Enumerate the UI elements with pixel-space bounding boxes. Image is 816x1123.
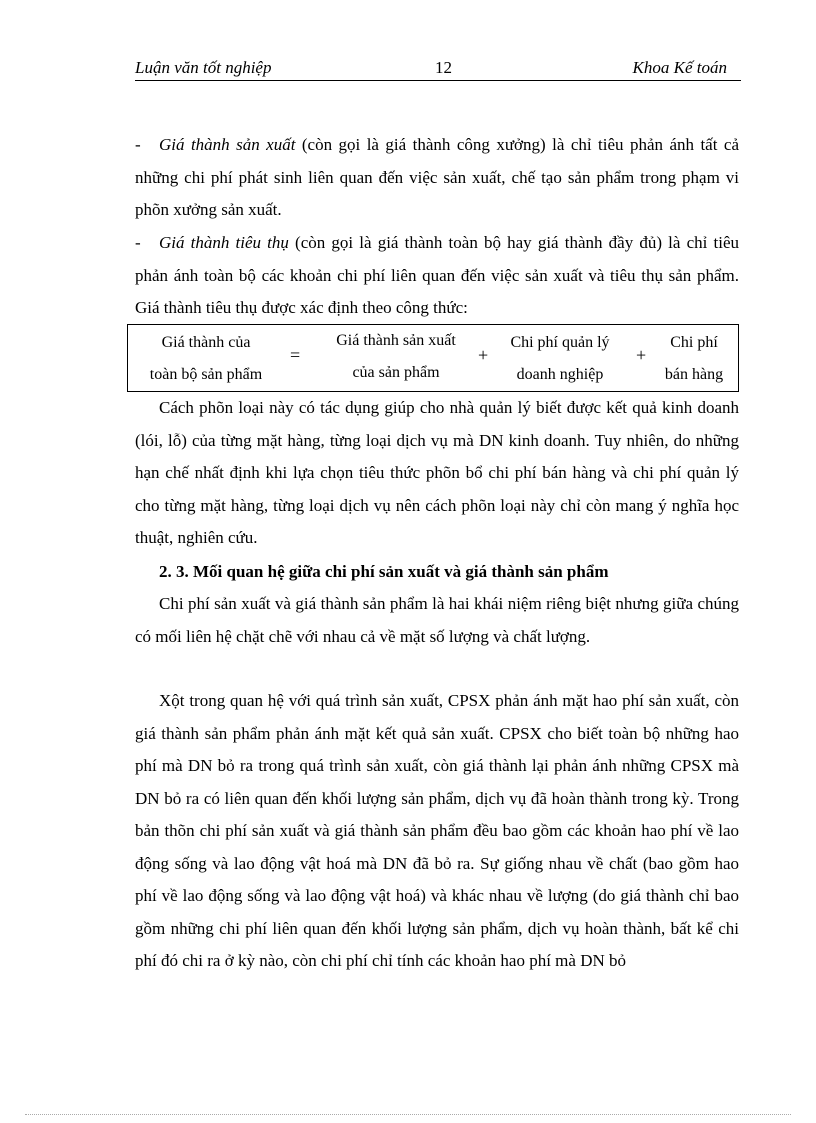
formula-term-production-cost: [316, 325, 476, 389]
section-heading-text: 2. 3. Mối quan hệ giữa chi phí sản xuất và giá thành sản phẩm: [159, 562, 609, 581]
formula-term-admin-cost: [500, 327, 620, 391]
paragraph-text: Cách phõn loại này có tác dụng giúp cho nhà quản lý biết được kết quả kinh doanh (lói, lỗ) của từng mặt hàng, từng loại dịch vụ mà DN kinh doanh. Tuy nhiên, do những hạn chế nhất định khi lựa chọn tiêu thức phõn bổ chi phí bán hàng và chi phí quản lý cho từng mặt hàng, từng loại dịch vụ nên cách phõn loại này chỉ còn mang ý nghĩa học thuật, nghiên cứu.: [135, 398, 739, 547]
page-header: [135, 58, 741, 82]
formula-term3-line1: Chi phí: [670, 334, 718, 351]
formula-lhs: [136, 327, 276, 391]
term-production-cost: Giá thành sản xuất: [159, 135, 296, 154]
page-bottom-dotted-rule: [25, 1114, 791, 1115]
formula-term2-line2: doanh nghiệp: [516, 366, 604, 383]
paragraph-relationship-intro: [135, 588, 739, 653]
term-consumption-cost: Giá thành tiêu thụ: [159, 233, 289, 252]
formula-plus-2: +: [636, 345, 647, 365]
section-heading: [135, 556, 739, 589]
indent-dash: -: [135, 135, 141, 154]
formula-lhs-line1: Giá thành của: [161, 334, 251, 351]
formula-term1-line2: của sản phẩm: [352, 364, 440, 381]
paragraph-text: Chi phí sản xuất và giá thành sản phẩm là hai khái niệm riêng biệt nhưng giữa chúng có mối liên hệ chặt chẽ với nhau cả về mặt số lượng và chất lượng.: [135, 594, 739, 646]
formula-term3-line2: bán hàng: [664, 366, 724, 383]
cost-formula-box: [127, 324, 739, 392]
formula-term-selling-cost: [656, 327, 732, 391]
paragraph-text: (còn gọi là giá thành công xưởng) là chỉ tiêu phản ánh tất cả những chi phí phát sinh liên quan đến việc sản xuất, chế tạo sản phẩm trong phạm vi phõn xưởng sản xuất.: [135, 135, 739, 219]
formula-plus-1: +: [478, 345, 489, 365]
indent-dash: -: [135, 233, 141, 252]
paragraph-consumption-cost: [135, 227, 739, 325]
page-number: 12: [435, 58, 452, 77]
header-rule: [135, 80, 741, 81]
paragraph-text: Xột trong quan hệ với quá trình sản xuất, CPSX phản ánh mặt hao phí sản xuất, còn giá thành sản phẩm phản ánh mặt kết quả sản xuất. CPSX cho biết toàn bộ những hao phí mà DN bỏ ra trong quá trình sản xuất, còn giá thành lại phản ánh những CPSX mà DN bỏ ra có liên quan đến khối lượng sản phẩm, dịch vụ đã hoàn thành trong kỳ. Trong bản thõn chi phí sản xuất và giá thành sản phẩm đều bao gồm các khoản hao phí về lao động sống và lao động vật hoá mà DN đã bỏ ra. Sự giống nhau về chất (bao gồm hao phí về lao động sống và lao động vật hoá) và khác nhau về lượng (do giá thành chỉ bao gồm những chi phí liên quan đến khối lượng sản phẩm, dịch vụ hoàn thành, bất kể chi phí đó chi ra ở kỳ nào, còn chi phí chỉ tính các khoản hao phí mà DN bỏ: [135, 691, 739, 970]
header-department: Khoa Kế toán: [632, 58, 727, 77]
paragraph-relationship-detail: [135, 685, 739, 978]
formula-term1-line1: Giá thành sản xuất: [336, 332, 456, 349]
formula-lhs-line2: toàn bộ sản phẩm: [149, 366, 263, 383]
formula-equals: =: [290, 345, 301, 365]
paragraph-production-cost: [135, 129, 739, 227]
paragraph-classification-note: [135, 392, 739, 555]
paragraph-text: (còn gọi là giá thành toàn bộ hay giá thành đầy đủ) là chỉ tiêu phản ánh toàn bộ các khoản chi phí liên quan đến việc sản xuất và tiêu thụ sản phẩm. Giá thành tiêu thụ được xác định theo công thức:: [135, 233, 739, 317]
header-thesis-title: Luận văn tốt nghiệp: [135, 58, 272, 77]
formula-term2-line1: Chi phí quản lý: [510, 334, 610, 351]
